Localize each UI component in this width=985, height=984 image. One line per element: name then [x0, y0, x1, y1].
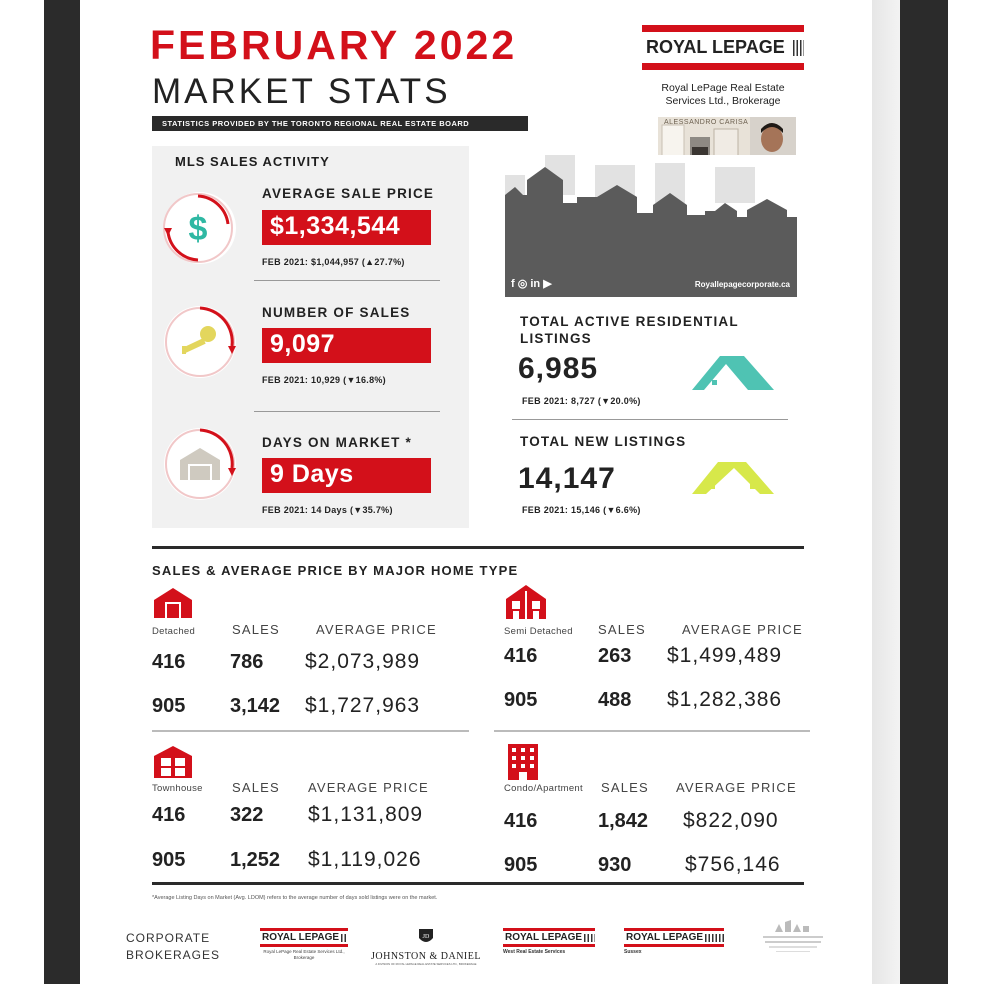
- active-listings-label: [520, 313, 739, 347]
- semi-detached-label: Semi Detached: [504, 626, 573, 637]
- condo-sales-header: SALES: [601, 780, 649, 795]
- detached-divider: [152, 730, 469, 732]
- yellow-house-icon: [690, 458, 776, 496]
- johnston-daniel-crest-icon: [418, 928, 434, 946]
- townhouse-905-region: 905: [152, 849, 186, 871]
- brokerage-name-line1: Royal LePage Real Estate: [661, 82, 785, 94]
- brokerage-logo-3-name: ROYAL LEPAGE: [505, 932, 583, 943]
- brokerage-logo-1-name: ROYAL LEPAGE: [262, 932, 340, 943]
- condo-label: Condo/Apartment: [504, 783, 583, 794]
- brokerage-logo-1: [260, 928, 348, 961]
- logo-bar-bottom: [642, 63, 804, 70]
- semi-905-price: $1,282,386: [667, 688, 783, 711]
- dollar-icon: [158, 188, 238, 268]
- detached-905-region: 905: [152, 695, 186, 717]
- detached-416-price: $2,073,989: [305, 650, 421, 673]
- brokerage-logo-2: [368, 928, 484, 966]
- garage-icon: [160, 424, 240, 504]
- detached-905-price: $1,727,963: [305, 694, 421, 717]
- brokerage-logo-1-mark: [260, 928, 348, 947]
- brokerage-logo-1-sub: Royal LePage Real Estate Services Ltd., Brokerage: [263, 949, 345, 960]
- corporate-brokerages-label: [126, 930, 220, 964]
- active-listings-sub: FEB 2021: 8,727 (▼20.0%): [522, 396, 641, 406]
- section-divider-bottom: [152, 882, 804, 885]
- stat-sales-value: 9,097: [262, 328, 431, 363]
- semi-detached-icon: [504, 583, 548, 621]
- townhouse-416-sales: 322: [230, 804, 264, 826]
- key-icon: [160, 302, 240, 382]
- stat-price-sub: FEB 2021: $1,044,957 (▲27.7%): [262, 257, 405, 267]
- photo-caption: ALESSANDRO CARISA: [664, 119, 749, 126]
- stat-sales-icon-circle: [164, 306, 236, 378]
- stat-days-value: 9 Days: [262, 458, 431, 493]
- source-banner: STATISTICS PROVIDED BY THE TORONTO REGIONAL REAL ESTATE BOARD: [152, 116, 528, 131]
- svg-text:$: $: [188, 210, 208, 248]
- page-title-month: FEBRUARY 2022: [150, 22, 518, 68]
- condo-icon: [506, 742, 540, 782]
- brokerage-logo-4-name: ROYAL LEPAGE: [626, 932, 704, 943]
- royal-lepage-logo: [642, 25, 804, 70]
- logo-bar-top: [642, 25, 804, 32]
- stat-divider-1: [254, 280, 440, 281]
- active-listings-label-line1: TOTAL ACTIVE RESIDENTIAL: [520, 314, 739, 329]
- new-listings-label: TOTAL NEW LISTINGS: [520, 434, 687, 449]
- stat-price-label: AVERAGE SALE PRICE: [262, 186, 435, 201]
- townhouse-905-sales: 1,252: [230, 849, 281, 871]
- townhouse-416-price: $1,131,809: [308, 803, 424, 826]
- stat-price-value: $1,334,544: [262, 210, 431, 245]
- teal-house-icon: [690, 352, 776, 394]
- detached-house-icon: [152, 586, 194, 620]
- semi-905-sales: 488: [598, 689, 632, 711]
- semi-416-sales: 263: [598, 645, 632, 667]
- townhouse-905-price: $1,119,026: [308, 848, 422, 871]
- detached-price-header: AVERAGE PRICE: [316, 622, 437, 637]
- page-title-stats: MARKET STATS: [152, 72, 451, 111]
- brokerage-logo-4-mark: [624, 928, 724, 947]
- frame-left-border: [0, 0, 80, 984]
- section-divider-top: [152, 546, 804, 549]
- condo-416-price: $822,090: [683, 809, 779, 832]
- condo-905-region: 905: [504, 854, 538, 876]
- logo-wordmark: ROYAL LEPAGE: [646, 37, 785, 57]
- active-listings-label-line2: LISTINGS: [520, 331, 592, 346]
- mls-heading: MLS SALES ACTIVITY: [175, 154, 330, 169]
- townhouse-label: Townhouse: [152, 783, 203, 794]
- detached-416-sales: 786: [230, 651, 264, 673]
- condo-905-sales: 930: [598, 854, 632, 876]
- semi-sales-header: SALES: [598, 622, 646, 637]
- brokerage-name: [642, 82, 804, 108]
- stat-days-sub: FEB 2021: 14 Days (▼35.7%): [262, 505, 393, 515]
- skyline-silhouette: [505, 155, 797, 297]
- stat-divider-2: [254, 411, 440, 412]
- website-text: Royallepagecorporate.ca: [694, 280, 790, 289]
- townhouse-icon: [152, 744, 194, 780]
- stat-sales-label: NUMBER OF SALES: [262, 305, 411, 320]
- condo-905-price: $756,146: [685, 853, 781, 876]
- townhouse-price-header: AVERAGE PRICE: [308, 780, 429, 795]
- brokerage-logo-2-name: JOHNSTON & DANIEL: [371, 951, 481, 962]
- social-icons-text: f ◎ in ▶: [511, 278, 552, 290]
- frame-right-border: [872, 0, 985, 984]
- skyline-banner: [505, 155, 797, 297]
- detached-sales-header: SALES: [232, 622, 280, 637]
- condo-price-header: AVERAGE PRICE: [676, 780, 797, 795]
- townhouse-416-region: 416: [152, 804, 186, 826]
- condo-416-region: 416: [504, 810, 538, 832]
- detached-label: Detached: [152, 626, 196, 637]
- active-listings-value: 6,985: [518, 352, 599, 385]
- brokerage-logo-5-line-3: [769, 946, 817, 948]
- montreal-skyline-logo-icon: [773, 918, 813, 932]
- brokerage-logo-2-sub: A DIVISION OF ROYAL LEPAGE REAL ESTATE SERVICES LTD., BROKERAGE: [375, 962, 477, 966]
- footnote: *Average Listing Days on Market (Avg. LDOM) refers to the average number of days sold listings were on the market.: [152, 895, 438, 901]
- brokerage-logo-5-line-4: [776, 951, 810, 952]
- listings-divider: [512, 419, 788, 420]
- brokerage-logo-5-line-2: [765, 941, 821, 943]
- stat-days-label: DAYS ON MARKET *: [262, 435, 412, 450]
- brokerage-logo-4: [624, 928, 724, 955]
- new-listings-value: 14,147: [518, 462, 616, 495]
- brokerage-logo-5-line-1: [763, 936, 823, 938]
- brokerage-logo-3: [503, 928, 595, 955]
- semi-divider: [494, 730, 810, 732]
- detached-416-region: 416: [152, 651, 186, 673]
- stat-price-icon-circle: [164, 192, 236, 264]
- svg-text:JD: JD: [422, 934, 430, 940]
- home-type-heading: SALES & AVERAGE PRICE BY MAJOR HOME TYPE: [152, 563, 519, 578]
- brokerage-logo-4-sub: Sussex: [624, 949, 642, 955]
- semi-905-region: 905: [504, 689, 538, 711]
- corporate-label-line1: CORPORATE: [126, 931, 211, 945]
- detached-905-sales: 3,142: [230, 695, 281, 717]
- semi-416-price: $1,499,489: [667, 644, 783, 667]
- condo-416-sales: 1,842: [598, 810, 649, 832]
- brokerage-name-line2: Services Ltd., Brokerage: [665, 95, 781, 107]
- semi-416-region: 416: [504, 645, 538, 667]
- brokerage-logo-3-sub: West Real Estate Services: [503, 949, 566, 955]
- townhouse-sales-header: SALES: [232, 780, 280, 795]
- stat-sales-sub: FEB 2021: 10,929 (▼16.8%): [262, 375, 386, 385]
- new-listings-sub: FEB 2021: 15,146 (▼6.6%): [522, 505, 641, 515]
- brokerage-logo-5: [758, 918, 828, 952]
- logo-stripes: [793, 40, 804, 56]
- semi-price-header: AVERAGE PRICE: [682, 622, 803, 637]
- stat-days-icon-circle: [164, 428, 236, 500]
- brokerage-logo-3-mark: [503, 928, 595, 947]
- corporate-label-line2: BROKERAGES: [126, 948, 221, 962]
